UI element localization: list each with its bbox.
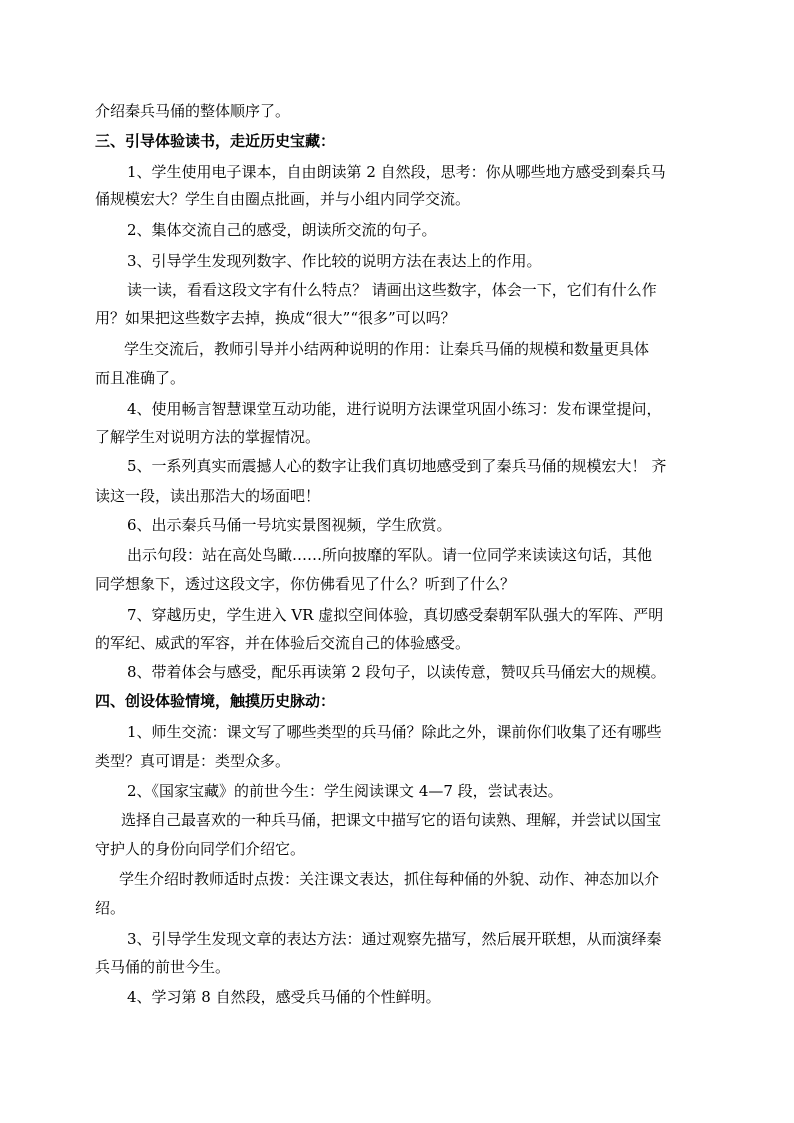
text-line: 介绍秦兵马俑的整体顺序了。 [95,102,291,120]
text-line: 选择自己最喜欢的一种兵马俑，把课文中描写它的语句读熟、理解，并尝试以国宝 [121,811,662,829]
text-line: 4、学习第 8 自然段，感受兵马俑的个性鲜明。 [127,988,441,1006]
text-line: 绍。 [95,899,126,917]
text-line: 了解学生对说明方法的掌握情况。 [95,428,321,446]
text-line: 用？如果把这些数字去掉，换成“很大”“很多”可以吗？ [95,309,456,327]
text-line: 俑规模宏大？学生自由圈点批画，并与小组内同学交流。 [95,190,471,208]
text-line: 2、集体交流自己的感受，朗读所交流的句子。 [127,221,437,239]
text-line: 2、《国家宝藏》的前世今生：学生阅读课文 4—7 段，尝试表达。 [127,782,563,800]
text-line: 6、出示秦兵马俑一号坑实景图视频，学生欣赏。 [127,516,452,534]
text-line: 1、学生使用电子课本，自由朗读第 2 自然段，思考：你从哪些地方感受到秦兵马 [127,163,666,181]
text-line: 读这一段，读出那浩大的场面吧！ [95,487,321,505]
text-line: 同学想象下，透过这段文字，你仿佛看见了什么？听到了什么？ [95,575,516,593]
text-line: 8、带着体会与感受，配乐再读第 2 段句子，以读传意，赞叹兵马俑宏大的规模。 [127,663,666,681]
text-line: 7、穿越历史，学生进入 VR 虚拟空间体验，真切感受秦朝军队强大的军阵、严明 [127,606,664,624]
text-line: 而且准确了。 [95,369,186,387]
text-line: 5、一系列真实而震撼人心的数字让我们真切地感受到了秦兵马俑的规模宏大！ 齐 [127,457,667,475]
text-line: 学生交流后，教师引导并小结两种说明的作用：让秦兵马俑的规模和数量更具体 [124,340,650,358]
text-line: 类型？真可谓是：类型众多。 [95,752,291,770]
text-line: 读一读，看看这段文字有什么特点？ 请画出这些数字，体会一下，它们有什么作 [127,281,657,299]
text-line: 出示句段：站在高处鸟瞰……所向披靡的军队。请一位同学来读读这句话，其他 [127,546,653,564]
text-line: 4、使用畅言智慧课堂互动功能，进行说明方法课堂巩固小练习：发布课堂提问， [127,400,662,418]
text-line: 3、引导学生发现列数字、作比较的说明方法在表达上的作用。 [127,252,542,270]
text-line: 兵马俑的前世今生。 [95,958,231,976]
text-line: 1、师生交流：课文写了哪些类型的兵马俑？除此之外，课前你们收集了还有哪些 [127,723,662,741]
text-line: 的军纪、威武的军容，并在体验后交流自己的体验感受。 [95,634,471,652]
text-line: 3、引导学生发现文章的表达方法：通过观察先描写，然后展开联想，从而演绎秦 [127,930,662,948]
text-line: 学生介绍时教师适时点拨：关注课文表达，抓住每种俑的外貌、动作、神态加以介 [119,870,660,888]
section-heading: 四、创设体验情境，触摸历史脉动： [95,692,336,710]
text-line: 守护人的身份向同学们介绍它。 [95,840,306,858]
section-heading: 三、引导体验读书，走近历史宝藏： [95,132,336,150]
